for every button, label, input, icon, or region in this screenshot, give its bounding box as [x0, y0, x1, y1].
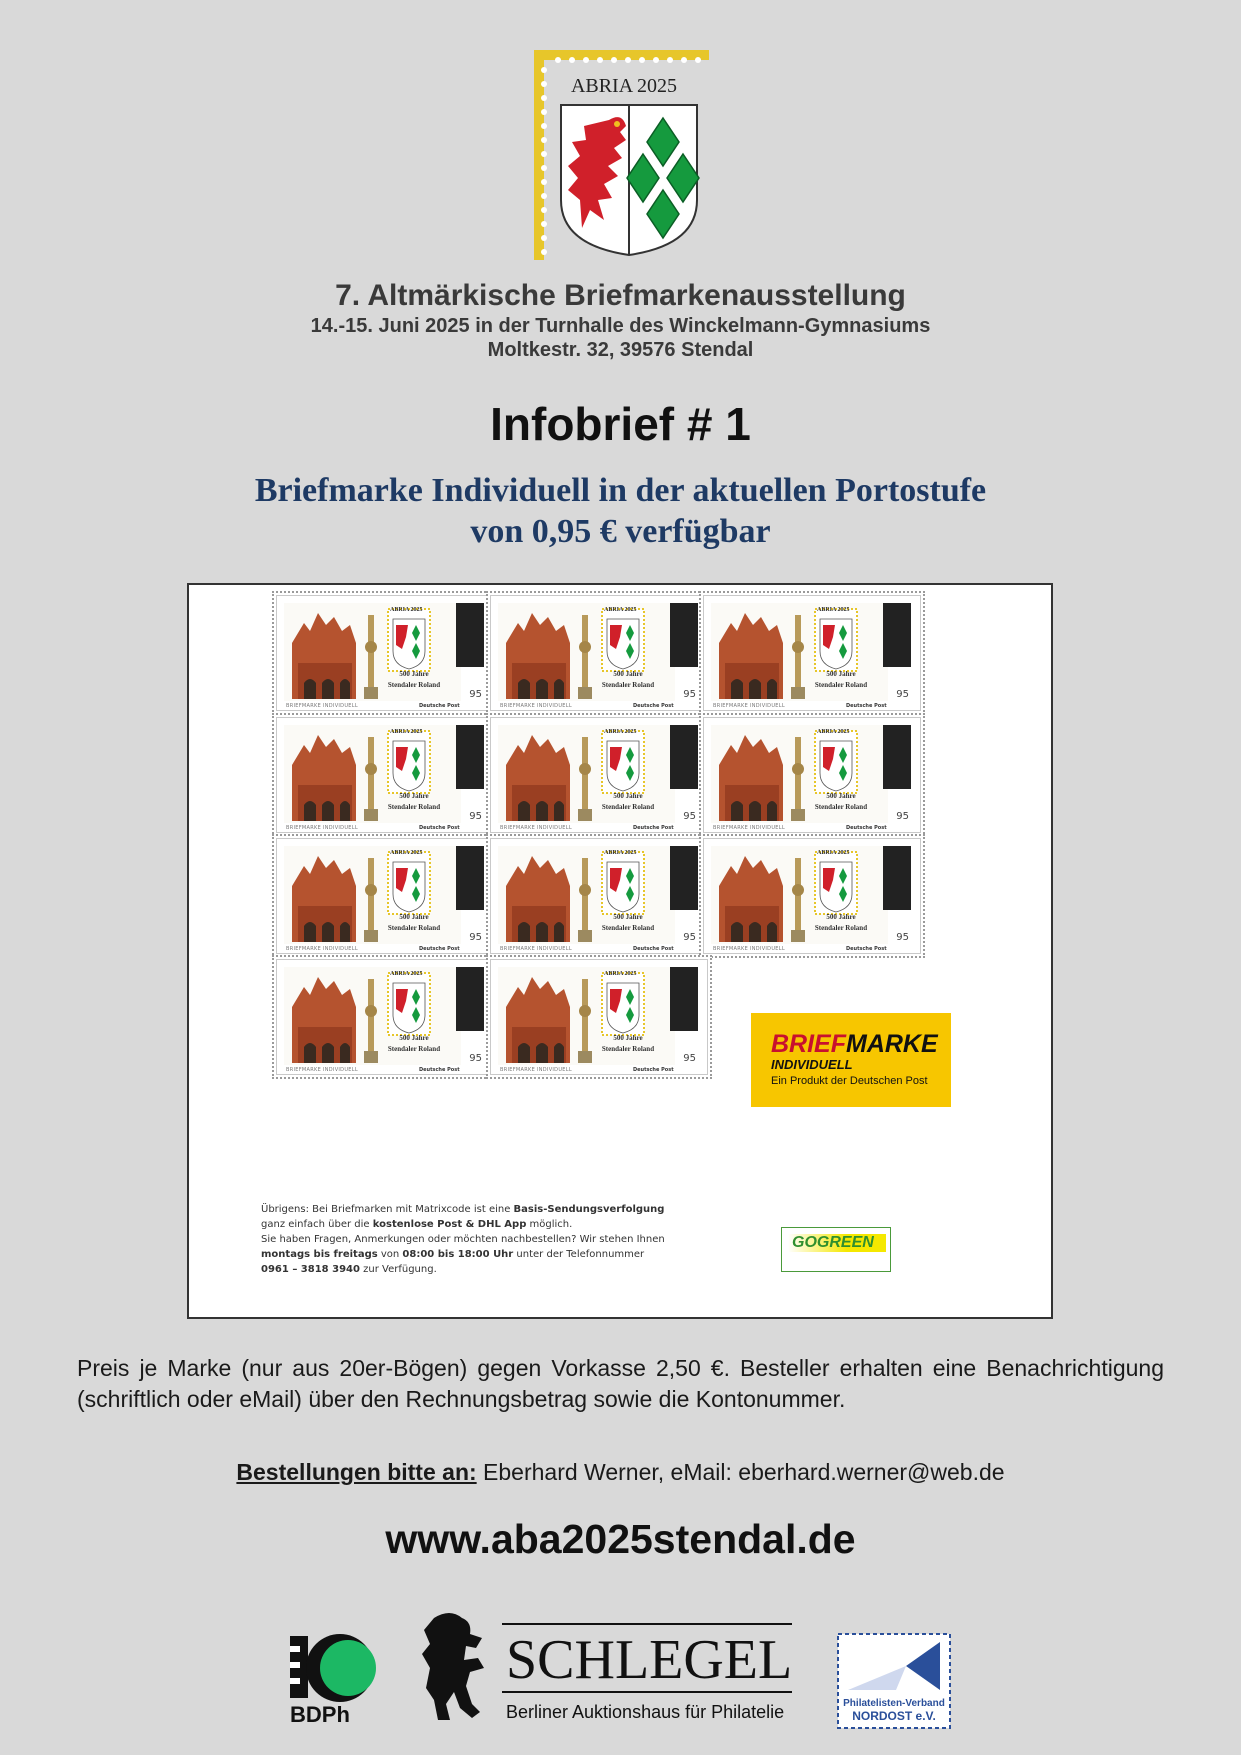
stamp-logo-text: ABRIA 2025	[817, 850, 850, 856]
stamp-series: BRIEFMARKE INDIVIDUELL	[500, 946, 572, 952]
infobrief-title: Infobrief # 1	[490, 398, 751, 450]
stamp-caption-2: Stendaler Roland	[387, 681, 441, 689]
price-paragraph: Preis je Marke (nur aus 20er-Bögen) gegen Vorkasse 2,50 €. Besteller erhalten eine Benachrichtigung (schriftlich oder eMail) über den Rechnungsbetrag sowie die Kontonummer.	[77, 1355, 1164, 1412]
stamp-series: BRIEFMARKE INDIVIDUELL	[713, 946, 785, 952]
note-text: von	[377, 1249, 403, 1260]
stamp-post: Deutsche Post	[846, 825, 887, 831]
stamp-series: BRIEFMARKE INDIVIDUELL	[500, 703, 572, 709]
brand-title-red: BRIEF	[771, 1030, 846, 1058]
note-bold: 08:00 bis 18:00 Uhr	[402, 1249, 514, 1260]
stamp-caption-2: Stendaler Roland	[601, 803, 655, 811]
gogreen-text: GOGREEN	[792, 1234, 874, 1251]
stamp-caption-1: 500 Jahre	[613, 792, 643, 800]
schlegel-sub: Berliner Auktionshaus für Philatelie	[506, 1702, 785, 1722]
stamp-logo-text: ABRIA 2025	[390, 729, 423, 735]
subtitle-line-2: von 0,95 € verfügbar	[470, 513, 771, 550]
stamp-caption-2: Stendaler Roland	[601, 681, 655, 689]
stamp-caption-2: Stendaler Roland	[601, 924, 655, 932]
stamp-series: BRIEFMARKE INDIVIDUELL	[286, 703, 358, 709]
stamp-caption-1: 500 Jahre	[399, 670, 429, 678]
nordost-line-1: Philatelisten-Verband	[843, 1698, 945, 1709]
matrix-code	[456, 846, 484, 910]
stamp-post: Deutsche Post	[419, 703, 460, 709]
stamp-logo-text: ABRIA 2025	[817, 729, 850, 735]
stamp	[272, 834, 498, 958]
stamp-post: Deutsche Post	[419, 1067, 460, 1073]
stamp-caption-1: 500 Jahre	[613, 670, 643, 678]
stamp-value: 95	[469, 1053, 482, 1064]
stamp	[699, 834, 925, 958]
note-text: möglich.	[526, 1219, 573, 1230]
stamp-logo-text: ABRIA 2025	[390, 607, 423, 613]
stamp-value: 95	[469, 811, 482, 822]
stamp	[486, 834, 712, 958]
matrix-code	[670, 846, 698, 910]
stamp	[486, 591, 712, 715]
stamp-value: 95	[469, 932, 482, 943]
stamp-value: 95	[683, 811, 696, 822]
stamp-caption-1: 500 Jahre	[399, 792, 429, 800]
stamp-caption-1: 500 Jahre	[613, 1034, 643, 1042]
stamp-series: BRIEFMARKE INDIVIDUELL	[713, 703, 785, 709]
matrix-code	[456, 603, 484, 667]
stamp-logo-text: ABRIA 2025	[604, 850, 637, 856]
stamp-post: Deutsche Post	[419, 825, 460, 831]
gogreen-logo	[781, 1227, 891, 1272]
order-label: Bestellungen bitte an:	[236, 1459, 477, 1485]
stamp-logo-text: ABRIA 2025	[604, 971, 637, 977]
stamp-value: 95	[683, 1053, 696, 1064]
stamp-caption-2: Stendaler Roland	[387, 924, 441, 932]
stamp-value: 95	[896, 689, 909, 700]
stamp-caption-1: 500 Jahre	[399, 913, 429, 921]
stamp-caption-1: 500 Jahre	[613, 913, 643, 921]
stamp-post: Deutsche Post	[633, 825, 674, 831]
subtitle-line-1: Briefmarke Individuell in der aktuellen Portostufe	[254, 472, 987, 509]
stamp-value: 95	[469, 689, 482, 700]
exhibition-dates: 14.-15. Juni 2025 in der Turnhalle des Winckelmann-Gymnasiums	[310, 315, 931, 337]
subtitle	[0, 470, 1241, 552]
brand-sub: INDIVIDUELL	[771, 1057, 853, 1072]
note-text: unter der Telefonnummer	[513, 1249, 645, 1260]
stamp-logo-text: ABRIA 2025	[390, 850, 423, 856]
abria-logo	[534, 50, 709, 260]
stamp-caption-2: Stendaler Roland	[387, 1045, 441, 1053]
stamp-caption-2: Stendaler Roland	[814, 924, 868, 932]
matrix-code	[670, 603, 698, 667]
website-link[interactable]: www.aba2025stendal.de	[385, 1516, 856, 1562]
stamp-caption-2: Stendaler Roland	[601, 1045, 655, 1053]
note-text: Übrigens: Bei Briefmarken mit Matrixcode ist eine	[261, 1204, 514, 1215]
stamp-post: Deutsche Post	[633, 946, 674, 952]
note-text: zur Verfügung.	[359, 1264, 437, 1275]
matrix-code	[670, 967, 698, 1031]
matrix-code	[883, 603, 911, 667]
stamp-caption-2: Stendaler Roland	[814, 803, 868, 811]
stamp-logo-text: ABRIA 2025	[604, 729, 637, 735]
stamp-post: Deutsche Post	[846, 703, 887, 709]
stamp	[699, 591, 925, 715]
note-text: ganz einfach über die	[261, 1219, 373, 1230]
bdph-logo	[290, 1628, 390, 1728]
matrix-code	[883, 846, 911, 910]
stamp-caption-1: 500 Jahre	[826, 913, 856, 921]
stamp-post: Deutsche Post	[846, 946, 887, 952]
stamp-caption-1: 500 Jahre	[826, 792, 856, 800]
stamp	[272, 713, 498, 837]
bdph-text: BDPh	[290, 1702, 350, 1727]
stamp	[272, 955, 498, 1079]
matrix-code	[456, 967, 484, 1031]
briefmarke-individuell-logo	[751, 1013, 951, 1107]
stamp-sheet	[187, 583, 1053, 1319]
note-bold: montags bis freitags	[261, 1249, 378, 1260]
exhibition-heading	[0, 278, 1241, 362]
stamp-series: BRIEFMARKE INDIVIDUELL	[286, 825, 358, 831]
nordost-logo	[836, 1632, 952, 1730]
stamp-caption-1: 500 Jahre	[826, 670, 856, 678]
stamp-value: 95	[683, 689, 696, 700]
stamp-caption-2: Stendaler Roland	[814, 681, 868, 689]
stamp	[486, 955, 712, 1079]
stamp-series: BRIEFMARKE INDIVIDUELL	[500, 1067, 572, 1073]
brand-line: Ein Produkt der Deutschen Post	[771, 1075, 928, 1087]
schlegel-logo	[420, 1608, 800, 1732]
matrix-code	[670, 725, 698, 789]
stamp	[699, 713, 925, 837]
stamp-value: 95	[896, 811, 909, 822]
logo-text: ABRIA 2025	[570, 75, 678, 97]
brand-title-black: MARKE	[846, 1030, 938, 1058]
stamp-series: BRIEFMARKE INDIVIDUELL	[713, 825, 785, 831]
sheet-note	[261, 1202, 681, 1277]
note-text: Sie haben Fragen, Anmerkungen oder möchten nachbestellen? Wir stehen Ihnen	[261, 1234, 665, 1245]
order-line	[0, 1457, 1241, 1487]
exhibition-title: 7. Altmärkische Briefmarkenausstellung	[335, 279, 906, 312]
note-phone: 0961 – 3818 3940	[261, 1264, 360, 1275]
matrix-code	[456, 725, 484, 789]
stamp-logo-text: ABRIA 2025	[390, 971, 423, 977]
stamp-post: Deutsche Post	[633, 1067, 674, 1073]
schlegel-name: SCHLEGEL	[506, 1629, 793, 1691]
stamp-logo-text: ABRIA 2025	[604, 607, 637, 613]
exhibition-address: Moltkestr. 32, 39576 Stendal	[487, 339, 754, 361]
note-bold: Basis-Sendungsverfolgung	[513, 1204, 665, 1215]
stamp-caption-1: 500 Jahre	[399, 1034, 429, 1042]
stamp-logo-text: ABRIA 2025	[817, 607, 850, 613]
order-contact[interactable]: Eberhard Werner, eMail: eberhard.werner@web.de	[476, 1459, 1005, 1485]
stamp-series: BRIEFMARKE INDIVIDUELL	[286, 946, 358, 952]
stamp-caption-2: Stendaler Roland	[387, 803, 441, 811]
stamp-post: Deutsche Post	[633, 703, 674, 709]
stamp-post: Deutsche Post	[419, 946, 460, 952]
stamp-value: 95	[683, 932, 696, 943]
stamp-value: 95	[896, 932, 909, 943]
note-bold: kostenlose Post & DHL App	[372, 1219, 527, 1230]
stamp	[272, 591, 498, 715]
stamp	[486, 713, 712, 837]
stamp-series: BRIEFMARKE INDIVIDUELL	[500, 825, 572, 831]
stamp-series: BRIEFMARKE INDIVIDUELL	[286, 1067, 358, 1073]
nordost-line-2: NORDOST e.V.	[852, 1709, 936, 1723]
matrix-code	[883, 725, 911, 789]
